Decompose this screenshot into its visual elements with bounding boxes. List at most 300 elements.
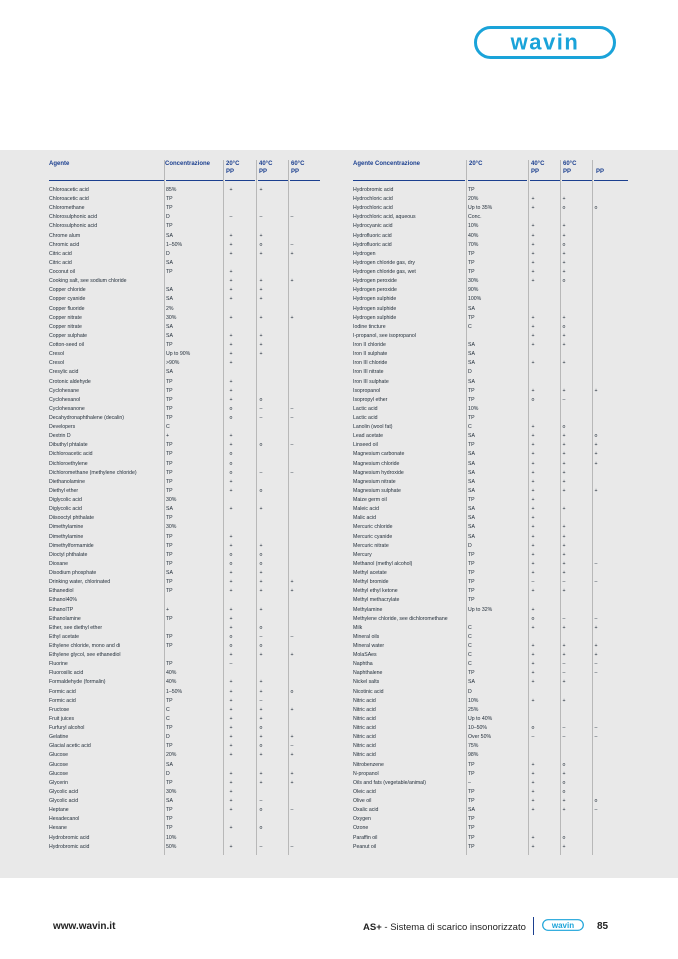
footer-wavin-logo <box>542 919 584 931</box>
agent-cell: Chloromethane <box>49 205 85 212</box>
concentration-cell: TP <box>166 643 173 649</box>
t20-cell: + <box>229 296 233 303</box>
table-row <box>0 651 678 660</box>
concentration-cell: D <box>166 250 170 257</box>
t20-cell: + <box>229 588 233 595</box>
t20-cell: + <box>531 451 535 458</box>
t40-cell: + <box>562 487 566 494</box>
t40-cell: + <box>259 779 263 786</box>
agent-cell: Magnesium carbonate <box>353 451 405 458</box>
t20-cell: + <box>229 788 233 795</box>
t20-cell: + <box>531 460 535 467</box>
concentration-cell: TP <box>468 259 475 266</box>
t20-cell: + <box>229 250 233 257</box>
table-row <box>0 368 678 377</box>
t20-cell: o <box>229 560 233 567</box>
t20-cell: + <box>229 487 233 494</box>
concentration-cell: 1–50% <box>166 688 183 695</box>
concentration-cell: TP <box>166 405 173 412</box>
t60-cell: + <box>594 652 598 659</box>
table-row <box>0 222 678 231</box>
concentration-cell: TP <box>166 387 173 394</box>
agent-cell: Hydrofluoric acid <box>353 232 392 239</box>
concentration-cell: TP <box>166 205 173 212</box>
concentration-cell: 50% <box>166 843 177 850</box>
concentration-cell: TP <box>468 579 475 586</box>
t40-cell: + <box>259 278 263 285</box>
t20-cell: o <box>229 633 233 640</box>
t60-cell: – <box>594 734 598 741</box>
t40-cell: – <box>562 396 566 403</box>
agent-cell: Formaldehyde (formalin) <box>49 679 106 686</box>
t40-cell: + <box>259 715 263 722</box>
table-row <box>0 286 678 295</box>
t40-cell: o <box>562 424 566 431</box>
t40-cell: + <box>562 624 566 631</box>
concentration-cell: TP <box>166 396 173 403</box>
agent-cell: Cresol <box>49 360 64 367</box>
header-concentration: Concentrazione <box>165 161 211 167</box>
concentration-cell: SA <box>468 305 475 312</box>
agent-cell: Dichloroacetic acid <box>49 451 93 458</box>
agent-cell: Fructose <box>49 706 70 713</box>
t20-cell: + <box>229 314 233 321</box>
t40-cell: + <box>562 387 566 394</box>
concentration-cell: TP <box>166 807 173 814</box>
table-row <box>0 423 678 432</box>
agent-cell: Dichloromethane (methylene chloride) <box>49 469 137 476</box>
agent-cell: Cotton-seed oil <box>49 342 84 349</box>
concentration-cell: SA <box>468 807 475 814</box>
agent-cell: Cresol <box>49 351 64 358</box>
agent-cell: Hydrogen <box>353 250 376 257</box>
concentration-cell: TP <box>166 533 173 540</box>
agent-cell: Copper chloride <box>49 287 86 294</box>
agent-cell: Methanol (methyl alcohol) <box>353 560 413 567</box>
t40-cell: o <box>259 241 263 248</box>
concentration-cell: 98% <box>468 752 479 759</box>
agent-cell: Fruit juices <box>49 715 75 722</box>
t20-cell: + <box>531 661 535 668</box>
agent-cell: Diisooctyl phthalate <box>49 515 94 522</box>
concentration-cell: 40% <box>166 670 177 677</box>
t40-cell: + <box>259 332 263 339</box>
t40-cell: – <box>562 734 566 741</box>
concentration-cell: SA <box>468 469 475 476</box>
concentration-cell: TP <box>166 697 173 704</box>
agent-cell: Glacial acetic acid <box>49 743 91 750</box>
concentration-cell: TP <box>166 378 173 385</box>
t60-cell: + <box>594 451 598 458</box>
t60-cell: + <box>290 752 294 759</box>
concentration-cell: SA <box>166 332 173 339</box>
concentration-cell: 30% <box>468 278 479 285</box>
header-divider <box>225 180 255 181</box>
concentration-cell: TP <box>166 469 173 476</box>
agent-cell: Diglycolic acid <box>49 497 82 504</box>
t40-cell: + <box>259 250 263 257</box>
t20-cell: o <box>229 643 233 649</box>
concentration-cell: SA <box>468 460 475 467</box>
t40-cell: + <box>562 223 566 230</box>
agent-cell: Iodine tincture <box>353 323 386 330</box>
table-row <box>0 405 678 414</box>
concentration-cell: TP <box>468 670 475 677</box>
concentration-cell: SA <box>166 296 173 303</box>
t40-cell: + <box>562 506 566 513</box>
concentration-cell: SA <box>166 369 173 376</box>
concentration-cell: C <box>166 715 170 722</box>
concentration-cell: C <box>166 424 170 431</box>
concentration-cell: TP <box>166 451 173 458</box>
agent-cell: Hydrogen peroxide <box>353 278 397 285</box>
t20-cell: + <box>229 807 233 814</box>
concentration-cell: SA <box>166 506 173 513</box>
t20-cell: + <box>229 743 233 750</box>
agent-cell: Ether, see diethyl ether <box>49 624 103 631</box>
t60-cell: – <box>594 615 598 622</box>
agent-cell: Hydrochloric acid, aqueous <box>353 214 416 221</box>
t60-cell: – <box>290 214 294 221</box>
t20-cell: – <box>531 734 535 741</box>
t60-cell: – <box>290 442 294 449</box>
concentration-cell: 20% <box>166 752 177 759</box>
t40-cell: + <box>562 469 566 476</box>
agent-cell: Ethylene chloride, mono and di <box>49 643 121 649</box>
agent-cell: Iron II sulphate <box>353 351 388 358</box>
header-40c-right: 40°C PP <box>531 161 545 175</box>
agent-cell: Nicotinic acid <box>353 688 384 695</box>
agent-cell: Hydrocyanic acid <box>353 223 393 230</box>
t20-cell: + <box>229 442 233 449</box>
concentration-cell: SA <box>468 342 475 349</box>
t20-cell: + <box>531 269 535 276</box>
agent-cell: Fluorine <box>49 661 68 668</box>
concentration-cell: TP <box>166 579 173 586</box>
agent-cell: Formic acid <box>49 697 76 704</box>
t20-cell: + <box>531 524 535 531</box>
t40-cell: – <box>259 214 263 221</box>
t60-cell: o <box>290 688 294 695</box>
table-row <box>0 295 678 304</box>
t40-cell: + <box>259 734 263 741</box>
agent-cell: Iron III chloride <box>353 360 388 367</box>
agent-cell: Decahydronaphthalene (decalin) <box>49 415 124 421</box>
agent-cell: Nitric acid <box>353 706 376 713</box>
t40-cell: – <box>562 670 566 677</box>
table-row <box>0 542 678 551</box>
agent-cell: Ethylene glycol, see ethanediol <box>49 652 121 659</box>
t40-cell: – <box>259 405 263 412</box>
t20-cell: + <box>229 241 233 248</box>
t60-cell: – <box>290 843 294 850</box>
agent-cell: Dioctyl phthalate <box>49 551 88 558</box>
agent-cell: Hydrogen peroxide <box>353 287 397 294</box>
t20-cell: + <box>531 542 535 549</box>
concentration-cell: TP <box>166 551 173 558</box>
t40-cell: + <box>259 752 263 759</box>
agent-cell: Dimethylformamide <box>49 542 94 549</box>
agent-cell: Chlorosulphonic acid <box>49 214 98 221</box>
agent-cell: Lactic acid <box>353 415 378 421</box>
agent-cell: Nitric acid <box>353 725 376 732</box>
concentration-cell: TP <box>468 588 475 595</box>
agent-cell: N-propanol <box>353 770 379 777</box>
t40-cell: + <box>562 460 566 467</box>
agent-cell: Iron III nitrate <box>353 369 384 376</box>
agent-cell: Hydrobromic acid <box>49 834 90 841</box>
table-row <box>0 806 678 815</box>
agent-cell: Hydrobromic acid <box>353 187 394 193</box>
table-row <box>0 761 678 770</box>
agent-cell: Linseed oil <box>353 442 378 449</box>
table-row <box>0 478 678 487</box>
t40-cell: + <box>562 807 566 814</box>
header-60c-right: 60°C PP <box>563 161 577 175</box>
t40-cell: o <box>259 825 263 832</box>
t60-cell: + <box>290 250 294 257</box>
t60-cell: + <box>594 643 598 649</box>
agent-cell: Iron II chloride <box>353 342 386 349</box>
agent-cell: Nitrobenzene <box>353 761 384 768</box>
concentration-cell: TP <box>166 442 173 449</box>
concentration-cell: D <box>468 369 472 376</box>
agent-cell: Chloroacetic acid <box>49 196 89 203</box>
t20-cell: + <box>531 469 535 476</box>
concentration-cell: TP <box>166 615 173 622</box>
t20-cell: + <box>531 424 535 431</box>
concentration-cell: TP <box>166 487 173 494</box>
table-row <box>0 277 678 286</box>
header-divider <box>49 180 164 181</box>
agent-cell: Developers <box>49 424 76 431</box>
table-row <box>0 615 678 624</box>
agent-cell: Glycolic acid <box>49 788 79 795</box>
header-20c: 20°C PP <box>226 161 240 175</box>
t60-cell: – <box>290 241 294 248</box>
agent-cell: Methylamine <box>353 606 383 613</box>
table-row <box>0 523 678 532</box>
table-row <box>0 596 678 605</box>
footer-url[interactable]: www.wavin.it <box>53 921 116 932</box>
t40-cell: + <box>562 843 566 850</box>
concentration-cell: TP <box>166 223 173 230</box>
t20-cell: – <box>531 579 535 586</box>
t20-cell: o <box>531 396 535 403</box>
concentration-cell: 70% <box>468 241 479 248</box>
agent-cell: Naphtha <box>353 661 373 668</box>
agent-cell: Naphthalene <box>353 670 383 677</box>
concentration-cell: C <box>468 661 472 668</box>
table-row <box>0 560 678 569</box>
concentration-cell: 30% <box>166 524 177 531</box>
concentration-cell: TP <box>468 816 475 823</box>
concentration-cell: TP <box>468 570 475 577</box>
agent-cell: Cresylic acid <box>49 369 79 376</box>
table-row <box>0 268 678 277</box>
table-row <box>0 779 678 788</box>
t20-cell: + <box>531 779 535 786</box>
t20-cell: + <box>531 679 535 686</box>
concentration-cell: TP <box>468 497 475 504</box>
t40-cell: o <box>259 396 263 403</box>
t20-cell: + <box>531 697 535 704</box>
table-row <box>0 706 678 715</box>
t40-cell: + <box>562 570 566 577</box>
agent-cell: Cyclohexanone <box>49 405 85 412</box>
t20-cell: + <box>229 433 233 440</box>
t40-cell: + <box>259 296 263 303</box>
t20-cell: + <box>229 342 233 349</box>
t40-cell: + <box>259 679 263 686</box>
concentration-cell: 25% <box>468 706 479 713</box>
table-row <box>0 359 678 368</box>
concentration-cell: 20% <box>468 196 479 203</box>
agent-cell: Heptane <box>49 807 69 814</box>
concentration-cell: SA <box>468 351 475 358</box>
t60-cell: – <box>290 405 294 412</box>
t40-cell: + <box>562 478 566 485</box>
t20-cell: + <box>531 232 535 239</box>
t20-cell: + <box>531 515 535 522</box>
t20-cell: o <box>229 469 233 476</box>
t40-cell: + <box>562 433 566 440</box>
concentration-cell: TP <box>166 779 173 786</box>
agent-cell: Dichloroethylene <box>49 460 88 467</box>
t20-cell: + <box>229 697 233 704</box>
t40-cell: o <box>562 205 566 212</box>
t40-cell: + <box>562 314 566 321</box>
t20-cell: + <box>229 779 233 786</box>
t20-cell: + <box>229 843 233 850</box>
agent-cell: Nitric acid <box>353 715 376 722</box>
t40-cell: + <box>562 560 566 567</box>
agent-cell: Citric acid <box>49 250 72 257</box>
t20-cell: + <box>531 770 535 777</box>
concentration-cell: Conc. <box>468 214 482 221</box>
t40-cell: o <box>562 779 566 786</box>
t20-cell: + <box>531 360 535 367</box>
agent-cell: Milk <box>353 624 363 631</box>
concentration-cell: 10–50% <box>468 725 488 732</box>
t60-cell: + <box>290 588 294 595</box>
svg-text:wavin: wavin <box>551 921 575 930</box>
table-row <box>0 432 678 441</box>
t60-cell: + <box>290 278 294 285</box>
concentration-cell: 10% <box>468 405 479 412</box>
table-row <box>0 204 678 213</box>
agent-cell: Hydrofluoric acid <box>353 241 392 248</box>
agent-cell: Oxygen <box>353 816 371 823</box>
t20-cell: + <box>531 342 535 349</box>
t20-cell: + <box>229 387 233 394</box>
concentration-cell: D <box>166 770 170 777</box>
concentration-cell: C <box>166 706 170 713</box>
agent-cell: Nitric acid <box>353 697 376 704</box>
agent-cell: Chlorosulphonic acid <box>49 223 98 230</box>
t20-cell: + <box>229 734 233 741</box>
t20-cell: + <box>531 223 535 230</box>
agent-cell: Gelatine <box>49 734 69 741</box>
t40-cell: + <box>259 579 263 586</box>
t40-cell: + <box>259 588 263 595</box>
t20-cell: + <box>229 187 233 193</box>
t40-cell: + <box>259 542 263 549</box>
agent-cell: Oxalic acid <box>353 807 379 814</box>
agent-cell: Nitric acid <box>353 743 376 750</box>
t20-cell: + <box>531 497 535 504</box>
t20-cell: o <box>531 725 535 732</box>
t40-cell: + <box>259 652 263 659</box>
t40-cell: + <box>562 232 566 239</box>
t20-cell: o <box>229 405 233 412</box>
t40-cell: o <box>259 743 263 750</box>
agent-cell: Diethyl ether <box>49 487 79 494</box>
concentration-cell: 1–50% <box>166 241 183 248</box>
t40-cell: – <box>259 415 263 421</box>
t60-cell: + <box>290 579 294 586</box>
table-row <box>0 460 678 469</box>
t60-cell: – <box>594 807 598 814</box>
concentration-cell: TP <box>166 725 173 732</box>
header-60c: 60°C PP <box>291 161 305 175</box>
concentration-cell: TP <box>166 661 173 668</box>
concentration-cell: TP <box>468 250 475 257</box>
t20-cell: + <box>229 287 233 294</box>
t60-cell: – <box>290 633 294 640</box>
concentration-cell: SA <box>468 533 475 540</box>
concentration-cell: Up to 35% <box>468 205 493 212</box>
table-row <box>0 323 678 332</box>
t60-cell: + <box>594 387 598 394</box>
concentration-cell: Up to 90% <box>166 351 191 358</box>
t20-cell: + <box>531 788 535 795</box>
concentration-cell: TP <box>468 415 475 421</box>
agent-cell: Dimethylamine <box>49 533 84 540</box>
t40-cell: + <box>562 332 566 339</box>
t20-cell: + <box>229 770 233 777</box>
t20-cell: + <box>531 250 535 257</box>
t20-cell: + <box>531 506 535 513</box>
concentration-cell: TP <box>468 798 475 805</box>
concentration-cell: C <box>468 652 472 659</box>
t40-cell: + <box>562 652 566 659</box>
table-row <box>0 606 678 615</box>
t20-cell: + <box>531 606 535 613</box>
concentration-cell: TP <box>166 269 173 276</box>
t20-cell: + <box>531 278 535 285</box>
concentration-cell: TP <box>468 314 475 321</box>
agent-cell: Nickel salts <box>353 679 380 686</box>
agent-cell: Coconut oil <box>49 269 75 276</box>
agent-cell: Diglycolic acid <box>49 506 82 513</box>
agent-cell: Maleic acid <box>353 506 379 513</box>
concentration-cell: TP <box>166 743 173 750</box>
agent-cell: Hydrogen chloride gas, wet <box>353 269 416 276</box>
t40-cell: o <box>562 761 566 768</box>
t40-cell: + <box>259 770 263 777</box>
concentration-cell: TP <box>166 560 173 567</box>
t20-cell: o <box>229 460 233 467</box>
t60-cell: + <box>290 779 294 786</box>
table-row <box>0 514 678 523</box>
t40-cell: + <box>259 606 263 613</box>
header-divider <box>353 180 465 181</box>
agent-cell: Lanolin (wool fat) <box>353 424 393 431</box>
table-row <box>0 250 678 259</box>
t60-cell: + <box>290 706 294 713</box>
agent-cell: Dextrin D <box>49 433 71 440</box>
